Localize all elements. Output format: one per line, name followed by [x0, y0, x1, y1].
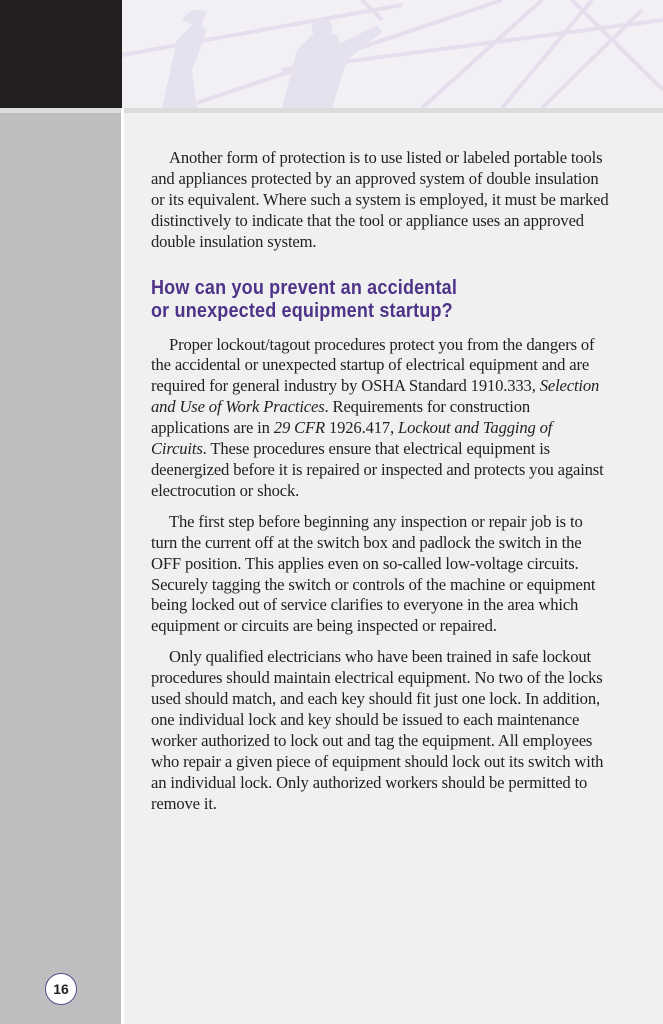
qualified-electricians-paragraph: Only qualified electricians who have been trained in safe lockout procedures should maintain electrical equipment. No two of the locks used should match, and each key should fit just one lock. In addition, one individual lock and key should be issued to each maintenance worker authorized to lock out and tag the equipment. All employees who repair a given piece of equipment should lock out its switch with an individual lock. Only authorized workers should be permitted to remove it.	[151, 647, 604, 813]
intro-paragraph: Another form of protection is to use listed or labeled portable tools and appliances protected by an approved system of double insulation or its equivalent. Where such a system is employed, it must be marked distinctively to indicate that the tool or appliance uses an approved double insulation system.	[151, 148, 609, 251]
page-number-badge	[45, 973, 77, 1005]
header-black-block	[0, 0, 122, 108]
section-heading-line-2: or unexpected equipment startup?	[151, 299, 453, 322]
cfr-reference: 29 CFR	[273, 418, 325, 438]
left-sidebar	[0, 113, 121, 1024]
standard-title-1926: Lockout and Tagging of Circuits	[151, 418, 553, 459]
page-content	[151, 148, 611, 824]
lineworkers-silhouette-image	[122, 0, 663, 108]
lockout-text-3: 1926.417,	[324, 418, 399, 438]
lockout-paragraph	[151, 335, 611, 502]
standard-title-1910: Selection and Use of Work Practices	[151, 376, 600, 417]
page-number: 16	[53, 981, 69, 997]
first-step-paragraph: The first step before beginning any inspection or repair job is to turn the current off at the switch box and padlock the switch in the OFF position. This applies even on so-called low-voltage circuits. Securely tagging the switch or controls of the machine or equipment being locked out of service clarifies to everyone in the area which equipment or circuits are being inspected or repaired.	[151, 511, 596, 636]
section-heading-line-1: How can you prevent an accidental	[151, 276, 458, 299]
header-banner	[122, 0, 663, 108]
lockout-text-4: . These procedures ensure that electrical equipment is deenergized before it is repaired or inspected and protects you against electrocution or shock.	[151, 439, 604, 500]
lockout-text-2: . Requirements for construction applications are in	[151, 397, 531, 438]
lockout-text-1: Proper lockout/tagout procedures protect you from the dangers of the accidental or unexpected startup of electrical equipment and are required for general industry by OSHA Standard 1910.333,	[151, 334, 595, 396]
section-heading	[151, 277, 529, 323]
